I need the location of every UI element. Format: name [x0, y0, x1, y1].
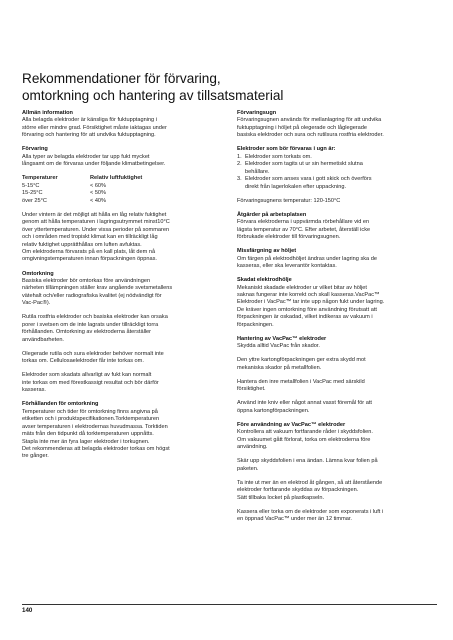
text-line: Elektroder i VacPac™ tar inte upp någon fukt under lagring. [237, 299, 385, 306]
section-missfargning [237, 248, 437, 270]
section-heading: Hantering av VacPac™ elektroder [237, 335, 327, 342]
text-line: mäts från den tidpunkt då torktemperaturen uppnåtts. [22, 431, 154, 438]
text-line: Vac-Pac®). [22, 300, 51, 307]
paragraph-skadats [22, 372, 227, 394]
section-heading: Missfärgning av höljet [237, 248, 297, 255]
table-row [22, 183, 142, 190]
section-forvaringsugn [237, 110, 437, 140]
text-line: behållare. [245, 168, 270, 175]
text-line: över yttertemperaturen. Under vissa perioder på sommaren [22, 226, 170, 233]
text-line: Ta inte ut mer än en elektrod åt gången, så att återstående [237, 479, 383, 486]
list-number: 1. [237, 153, 242, 160]
text-line: användbarheten. [22, 336, 64, 343]
title-line-1: Rekommendationer för förvaring, [22, 71, 221, 86]
text-line: och i områden med tropiskt klimat kan en tillräckligt låg [22, 234, 158, 241]
text-line: Alla typer av belagda elektroder tar upp fukt mycket [22, 153, 150, 160]
text-line: Elektroder som skadats allvarligt av fukt kan normalt [22, 372, 152, 379]
section-heading: Elektroder som bör förvaras i ugn är: [237, 146, 336, 153]
text-line: Stapla inte mer än fyra lager elektroder i torkugnen. [22, 438, 150, 445]
text-line: paketen. [237, 465, 259, 472]
paragraph-yttre [237, 357, 437, 372]
text-line: förbrukade elektroder till förvaringsugnen. [237, 234, 341, 241]
text-line: Elektroder som torkats om. [245, 153, 312, 160]
text-line: Den yttre kartongförpackningen ger extra skydd mot [237, 357, 366, 364]
section-allman [22, 110, 227, 140]
section-heading: Förhållanden för omtorkning [22, 401, 99, 408]
text-line: Om vakuumet gått förlorat, torka om elektroderna före [237, 436, 371, 443]
paragraph-anvand [237, 400, 437, 415]
table-row [22, 190, 142, 197]
list-number: 3. [237, 176, 242, 183]
text-line: närheten tillämpningen ställer krav angående svetsmetallens [22, 285, 173, 292]
list-item [237, 154, 437, 161]
text-line: Skydda alltid VacPac från skador. [237, 343, 320, 350]
text-line: öppna kartongförpackningen. [237, 407, 310, 414]
text-line: större eller mindre grad. Försiktighet måste iaktagas under [22, 124, 167, 131]
paragraph-under-vintern [22, 212, 227, 264]
section-atgarder [237, 212, 437, 242]
text-line: tre gånger. [22, 453, 49, 460]
text-line: genom att hålla temperaturen i lagringsutrymmet minst10°C [22, 219, 170, 226]
table-header-row [22, 175, 142, 182]
text-line: Sätt tillbaka locket på plastkapseln. [237, 494, 325, 501]
table-cell-humidity: < 50% [90, 190, 107, 197]
text-line: omgivningstemperaturen innan förpackningen öppnas. [22, 256, 157, 263]
left-column [22, 110, 227, 467]
text-line: basiska elektroder och sura och rutilsura rostfria elektroder. [237, 132, 384, 139]
text-line: Basiska elektroder bör omtorkas före användningen [22, 277, 151, 284]
text-line: Förvaringsugnen används för mellanlagring för att undvika [237, 117, 382, 124]
text-line: användning. [237, 444, 268, 451]
text-line: Hantera den inre metallfolien i VacPac med särskild [237, 378, 365, 385]
text-line: Elektroder som tagits ut ur sin hermetiskt slutna [245, 161, 363, 168]
section-heading: Skadat elektrodhölje [237, 277, 292, 284]
text-line: fuktupptagning i höljet på olegerade och låglegerade [237, 124, 368, 131]
paragraph-olegerade [22, 351, 227, 366]
section-elektroder-som [237, 146, 437, 191]
section-forvaring [22, 146, 227, 168]
section-forhallanden [22, 401, 227, 461]
text-line: Elektroder som anses vara i gott skick och överförs [245, 176, 372, 183]
section-heading: Åtgärder på arbetsplatsen [237, 211, 307, 218]
right-column [237, 110, 437, 530]
list-item [237, 161, 437, 176]
page-number: 140 [22, 607, 33, 614]
title-line-2: omtorkning och hantering av tillsatsmaterial [22, 87, 284, 103]
text-line: Alla belagda elektroder är känsliga för fuktupptagning i [22, 117, 157, 124]
text-line: Använd inte kniv eller något annat vasst föremål för att [237, 400, 372, 407]
text-line: Mekaniskt skadade elektroder ur vilket bitar av höljet [237, 284, 367, 291]
text-line: saknas fungerar inte korrekt och skall kasseras.VacPac™ [237, 292, 380, 299]
paragraph-skar [237, 458, 437, 473]
text-line: relativ fuktighet upprätthållas om luften avfuktas. [22, 241, 142, 248]
climate-table [22, 175, 142, 205]
text-line: Förvara elektroderna i uppvärmda rörbehållare vid en [237, 219, 370, 226]
section-heading: Omtorkning [22, 270, 54, 277]
list-number: 2. [237, 161, 242, 168]
section-heading: Allmän information [22, 110, 73, 116]
section-fore [237, 422, 437, 452]
table-header-temperature: Temperaturer [22, 175, 58, 182]
text-line: torkas om. Cellulosaelektroder får inte torkas om. [22, 358, 144, 365]
text-line: Rutila rostfria elektroder och basiska elektroder kan orsaka [22, 314, 168, 321]
section-heading: Förvaringsugn [237, 110, 277, 116]
text-line: inte torkas om med förestkassigt resultat och bör därför [22, 379, 159, 386]
text-line: mekaniska skador på metallfolien. [237, 364, 322, 371]
section-heading: Före användning av VacPac™ elektroder [237, 421, 346, 428]
section-omtorkning [22, 271, 227, 308]
text-line: Förvaringsugnens temperatur: 120-150°C [237, 197, 341, 204]
text-line: förpackningen är oskadad, vilket indikeras av vakuum i [237, 314, 373, 321]
text-line: Om färgen på elektrodhöljet ändras under lagring ska de [237, 255, 377, 262]
text-line: kasseras. [22, 387, 46, 394]
table-cell-humidity: < 60% [90, 182, 107, 189]
paragraph-forvaringsugnens [237, 198, 437, 205]
table-cell-temperature: 5-15°C [22, 182, 40, 189]
list-item [237, 176, 437, 191]
text-line: kasseras, eller ska leverantör kontaktas. [237, 263, 337, 270]
text-line: Skär upp skyddsfolien i ena ändan. Lämna kvar folien på [237, 458, 378, 465]
text-line: avser temperaturen i elektrodernas huvudmassa. Torktiden [22, 423, 168, 430]
text-line: en öppnad VacPac™ under mer än 12 timmar. [237, 516, 352, 523]
text-line: förhållanden. Omtorkning av elektroderna återställer [22, 329, 152, 336]
section-heading: Förvaring [22, 146, 48, 153]
paragraph-rutila [22, 314, 227, 344]
table-cell-humidity: < 40% [90, 197, 107, 204]
table-header-humidity: Relativ luftfuktighet [90, 175, 143, 182]
text-line: försiktighet. [237, 386, 266, 393]
paragraph-kassera [237, 509, 437, 524]
text-line: Det rekommenderas att belagda elektroder torkas om högst [22, 445, 170, 452]
table-row [22, 198, 142, 205]
text-line: elektroder fortfarande skyddas av förpackningen. [237, 487, 359, 494]
paragraph-hantera [237, 379, 437, 394]
text-line: Kontrollera att vakuum fortfarande råder i skyddsfolien. [237, 429, 373, 436]
text-line: förpackningen. [237, 321, 274, 328]
text-line: Om elektroderna förvarats på en kall plats, låt dem nå [22, 249, 156, 256]
text-line: De kräver ingen omtorkning före användning förutsatt att [237, 306, 377, 313]
text-line: lägsta temperatur av 70°C. Efter arbetet, återställ icke [237, 226, 371, 233]
text-line: porer i svetsen om de inte lagrats under tillräckligt torra [22, 321, 159, 328]
text-line: Under vintern är det möjligt att hålla en låg relativ fuktighet [22, 211, 167, 218]
footer-divider [22, 604, 437, 605]
section-hantering [237, 336, 437, 351]
text-line: förvaring och hantering för att undvika fuktupptagning. [22, 132, 156, 139]
section-skadat [237, 277, 437, 329]
text-line: Kassera eller torka om de elektroder som exponerats i luft i [237, 508, 384, 515]
text-line: vätehalt och/eller radiografiska kvalitet (ej nödvändigt för [22, 292, 162, 299]
text-line: etiketten och i produktspecifikationen.Torktemperaturen [22, 416, 160, 423]
text-line: direkt från lagerlokalen efter uppackning. [245, 183, 347, 190]
page-title [22, 71, 322, 104]
table-cell-temperature: över 25°C [22, 197, 47, 204]
text-line: Temperaturer och tider för omtorkning finns angivna på [22, 408, 158, 415]
numbered-list [237, 154, 437, 191]
text-line: Olegerade rutila och sura elektroder behöver normalt inte [22, 350, 164, 357]
table-cell-temperature: 15-25°C [22, 190, 43, 197]
paragraph-ta-inte [237, 480, 437, 502]
text-line: långsamt om de förvaras under följande klimatbetingelser. [22, 161, 166, 168]
